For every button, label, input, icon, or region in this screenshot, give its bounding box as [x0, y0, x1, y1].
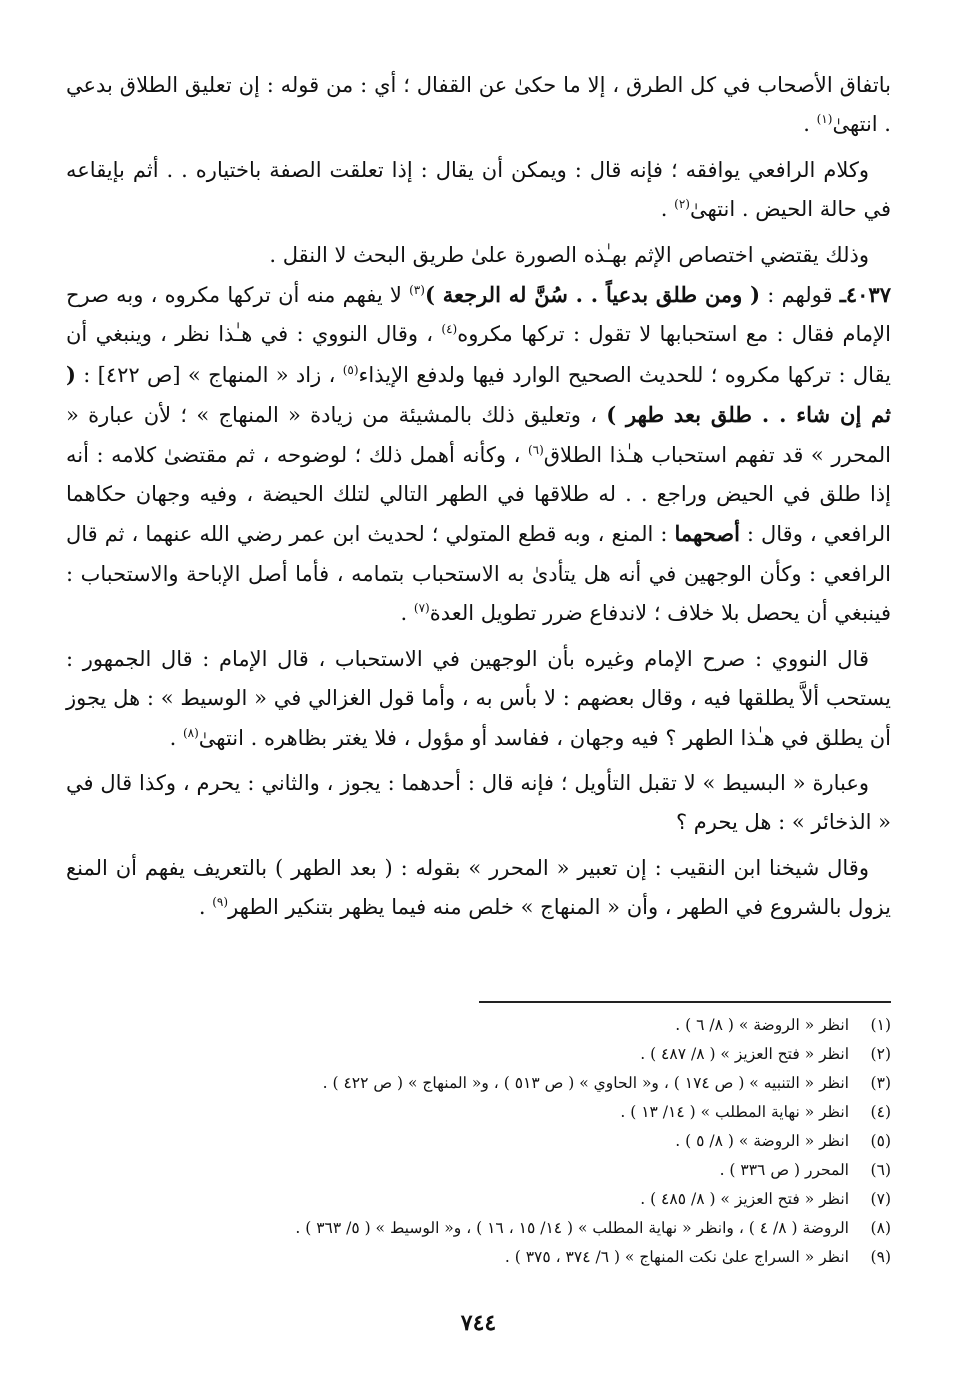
footnote-ref: (٤) [441, 322, 458, 337]
footnote-item [71, 1098, 891, 1127]
paragraph-text: وذلك يقتضي اختصاص الإثم بهـٰذه الصورة علىٰ طريق البحث لا النقل . [269, 242, 869, 267]
paragraph-2 [66, 151, 891, 230]
paragraph-text: ، وقال النووي : في هـٰذا نظر ، وينبغي أن يقال : تركها مكروه ؛ للحديث الصحيح الوارد فيها ولدفع الإيذاء [66, 322, 891, 387]
paragraph-4 [66, 275, 891, 634]
paragraph-text: قولهم : [760, 283, 840, 308]
paragraph-end: . [803, 112, 817, 137]
paragraph-6 [66, 764, 891, 843]
paragraph-3 [66, 236, 891, 275]
paragraph-text: باتفاق الأصحاب في كل الطرق ، إلا ما حكىٰ عن القفال ؛ أي : من قوله : إن تعليق الطلاق بدعي . انتهىٰ [66, 73, 891, 137]
footnote-number: (٣) [870, 1074, 891, 1092]
footnote-item [71, 1011, 891, 1040]
footnote-number: (٩) [870, 1248, 891, 1266]
paragraph-end: . [198, 895, 213, 920]
footnote-ref: (٣) [409, 283, 425, 298]
footnote-ref: (٧) [413, 601, 430, 616]
paragraph-1 [66, 66, 891, 145]
footnote-ref: (٢) [674, 197, 690, 212]
footnote-item [71, 1040, 891, 1069]
footnote-item [71, 1127, 891, 1156]
footnote-item [71, 1243, 891, 1272]
footnote-text: انظر « الروضة » ( ٨/ ٥ ) . [675, 1132, 849, 1150]
paragraph-text: لا يفهم منه أن تركها مكروه ، وبه صرح الإمام فقال : مع استحبابها لا تقول : تركها مكروه [66, 283, 891, 347]
paragraph-end: . [169, 725, 183, 750]
footnote-text: انظر « فتح العزيز » ( ٨/ ٤٨٧ ) . [640, 1045, 849, 1063]
footnote-number: (٢) [870, 1045, 891, 1063]
footnote-text: الروضة ( ٨/ ٤ ) ، وانظر « نهاية المطلب » ( ١٤/ ١٥ ، ١٦ ) ، و« الوسيط » ( ٥/ ٣٦٣ ) . [295, 1219, 849, 1237]
footnote-item [71, 1185, 891, 1214]
main-text [66, 66, 891, 928]
footnote-ref: (٥) [342, 362, 359, 377]
footnote-number: (٥) [870, 1132, 891, 1150]
paragraph-text: ، زاد « المنهاج » [ص ٤٢٢] : [75, 362, 343, 387]
quoted-text: ( ومن طلق بدعياً . . سُنَّ له الرجعة ) [424, 282, 761, 308]
footnote-ref: (٩) [212, 895, 229, 910]
footnote-text: انظر « الروضة » ( ٨/ ٦ ) . [675, 1016, 849, 1034]
footnote-text: انظر « نهاية المطلب » ( ١٤/ ١٣ ) . [620, 1103, 849, 1121]
footnote-ref: (١) [816, 112, 833, 127]
footnote-divider [479, 1001, 891, 1003]
paragraph-text: وقال شيخنا ابن النقيب : إن تعبير « المحرر » بقوله : ( بعد الطهر ) بالتعريف يفهم أن المنع يزول بالشروع في الطهر ، وأن « المنهاج » خلص منه فيما يظهر بتنكير الطهر [66, 855, 891, 920]
paragraph-7 [66, 849, 891, 928]
paragraph-text: : المنع ، وبه قطع المتولي ؛ لحديث ابن عمر رضي الله عنهما ، ثم قال الرافعي : وكأن الوجهين في أنه هل يتأدىٰ به الاستحباب بتمامه ، فأما أصل الإباحة والاستحباب : فينبغي أن يحصل بلا خلاف ؛ لاندفاع ضرر تطويل العدة [66, 522, 891, 626]
paragraph-text: قال النووي : صرح الإمام وغيره بأن الوجهين في الاستحباب ، قال الإمام : قال الجمهور : يستحب ألاَّ يطلقها فيه ، وقال بعضهم : لا بأس به ، وأما قول الغزالي في « الوسيط » : هل يجوز أن يطلق في هـٰذا الطهر ؟ فيه وجهان ، ففاسد أو مؤول ، فلا يغتر بظاهره . انتهىٰ [66, 646, 891, 750]
quoted-text: ( ثم إن شاء . . طلق بعد طهر ) [66, 361, 892, 428]
footnote-number: (٦) [870, 1161, 891, 1179]
footnote-text: انظر « السراج علىٰ نكت المنهاج » ( ٦/ ٣٧٤ ، ٣٧٥ ) . [504, 1248, 849, 1266]
footnote-number: (١) [870, 1016, 891, 1034]
paragraph-5 [66, 640, 891, 758]
footnote-number: (٨) [870, 1219, 891, 1237]
paragraph-end: . [660, 197, 675, 222]
paragraph-text: وعبارة « البسيط » لا تقبل التأويل ؛ فإنه قال : أحدهما : يجوز ، والثاني : يحرم ، وكذا قال في « الذخائر » : هل يحرم ؟ [66, 770, 891, 835]
paragraph-text: وكلام الرافعي يوافقه ؛ فإنه قال : ويمكن أن يقال : إذا تعلقت الصفة باختياره . . أثم بإيقاعه في حالة الحيض . انتهىٰ [66, 157, 891, 222]
footnote-text: انظر « فتح العزيز » ( ٨/ ٤٨٥ ) . [640, 1190, 849, 1208]
footnote-item [71, 1214, 891, 1243]
paragraph-text: ، وتعليق ذلك بالمشيئة من زيادة « المنهاج » ؛ لأن عبارة « المحرر » قد تفهم استحباب هـٰذا الطلاق [66, 403, 891, 467]
footnote-ref: (٨) [182, 725, 199, 740]
quoted-text: أصحهما [674, 521, 740, 547]
footnotes [71, 1011, 891, 1272]
footnote-number: (٤) [870, 1103, 891, 1121]
footnote-item [71, 1069, 891, 1098]
footnote-number: (٧) [870, 1190, 891, 1208]
paragraph-text: ، وكأنه أهمل ذلك ؛ لوضوحه ، ثم مقتضىٰ كلامه : أنه إذا طلق في الحيض وراجع . . له طلاقها في الطهر التالي لتلك الحيضة ، وفيه وجهان حكاهما الرافعي ، وقال : [66, 442, 891, 547]
footnote-text: انظر « التنبيه » ( ص ١٧٤ ) ، و« الحاوي » ( ص ٥١٣ ) ، و« المنهاج » ( ص ٤٢٢ ) . [322, 1074, 849, 1092]
footnote-ref: (٦) [527, 442, 544, 457]
footnote-item [71, 1156, 891, 1185]
entry-number: ٤٠٣٧ـ [839, 282, 891, 308]
paragraph-end: . [400, 601, 414, 626]
page-number: ٧٤٤ [460, 1310, 497, 1336]
footnote-text: المحرر ( ص ٣٣٦ ) . [719, 1161, 849, 1179]
